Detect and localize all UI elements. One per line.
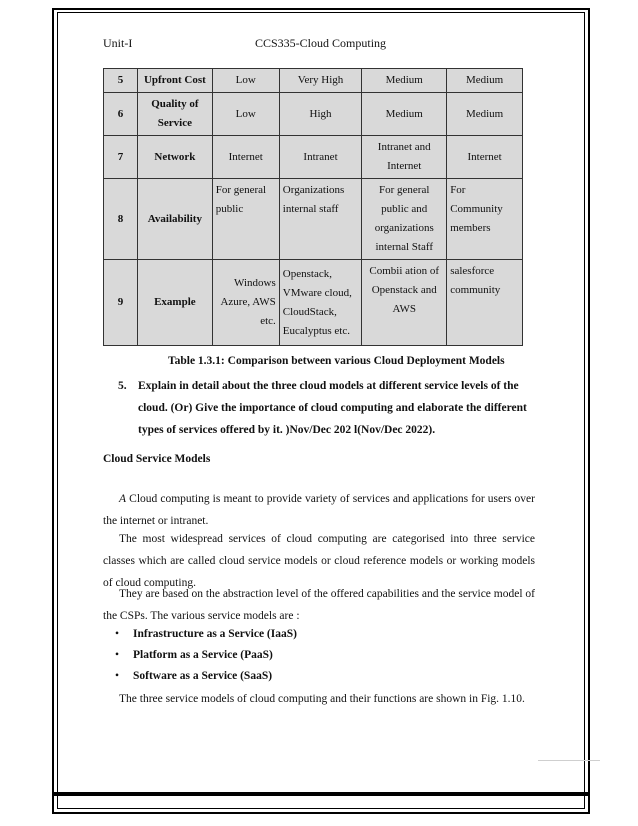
page-border-bottom bbox=[52, 792, 590, 796]
table-cell: High bbox=[279, 93, 361, 136]
paragraph-text: They are based on the abstraction level of the offered capabilities and the service model of the CSPs. The various service models are : bbox=[103, 588, 535, 622]
paragraph-intro bbox=[103, 488, 535, 532]
table-cell: Medium bbox=[447, 93, 523, 136]
table-cell: Medium bbox=[362, 93, 447, 136]
table-row bbox=[104, 93, 523, 136]
paragraph-abstraction bbox=[103, 583, 535, 627]
table-cell: Internet bbox=[447, 136, 523, 179]
table-cell: For general public and organizations internal Staff bbox=[362, 179, 447, 260]
table-cell: Low bbox=[212, 69, 279, 93]
row-label: Example bbox=[138, 260, 213, 346]
table-cell: Medium bbox=[447, 69, 523, 93]
header-unit: Unit-I bbox=[103, 36, 133, 50]
row-number: 8 bbox=[104, 179, 138, 260]
question-block bbox=[118, 375, 538, 441]
table-cell: Low bbox=[212, 93, 279, 136]
table-cell: For Community members bbox=[447, 179, 523, 260]
table-cell: Windows Azure, AWS etc. bbox=[212, 260, 279, 346]
table-caption: Table 1.3.1: Comparison between various Cloud Deployment Models bbox=[168, 355, 505, 367]
row-number: 6 bbox=[104, 93, 138, 136]
footer-rule bbox=[538, 760, 600, 761]
row-label: Network bbox=[138, 136, 213, 179]
paragraph-text: The most widespread services of cloud computing are categorised into three service classes which are called cloud service models or cloud reference models or working models of cloud computing. bbox=[103, 533, 535, 589]
list-item: • Software as a Service (SaaS) bbox=[103, 666, 297, 687]
row-number: 9 bbox=[104, 260, 138, 346]
table-row bbox=[104, 260, 523, 346]
question-number: 5. bbox=[118, 380, 127, 392]
paragraph-figure-ref bbox=[103, 688, 535, 710]
comparison-table bbox=[103, 68, 523, 346]
table-cell: Organizations internal staff bbox=[279, 179, 361, 260]
table-cell: Very High bbox=[279, 69, 361, 93]
service-model-list bbox=[103, 624, 297, 687]
table-row bbox=[104, 69, 523, 93]
paragraph-text: Cloud computing is meant to provide variety of services and applications for users over the internet or intranet. bbox=[103, 493, 535, 527]
table-cell: Intranet bbox=[279, 136, 361, 179]
row-number: 5 bbox=[104, 69, 138, 93]
row-label: Availability bbox=[138, 179, 213, 260]
row-label: Upfront Cost bbox=[138, 69, 213, 93]
table-cell: For general public bbox=[212, 179, 279, 260]
table-cell: Intranet and Internet bbox=[362, 136, 447, 179]
list-item: • Platform as a Service (PaaS) bbox=[103, 645, 297, 666]
row-label: Quality of Service bbox=[138, 93, 213, 136]
list-item: • Infrastructure as a Service (IaaS) bbox=[103, 624, 297, 645]
paragraph-text: The three service models of cloud computing and their functions are shown in Fig. 1.10. bbox=[119, 693, 525, 705]
header-course: CCS335-Cloud Computing bbox=[255, 36, 387, 50]
row-number: 7 bbox=[104, 136, 138, 179]
section-title: Cloud Service Models bbox=[103, 453, 211, 465]
question-text: Explain in detail about the three cloud models at different service levels of the cloud. (Or) Give the importance of cloud computing and elaborate the different types of services offered by it. )Nov/Dec 202 l(Nov/Dec 2022). bbox=[138, 380, 527, 436]
table-row bbox=[104, 179, 523, 260]
table-cell: Medium bbox=[362, 69, 447, 93]
table-cell: Internet bbox=[212, 136, 279, 179]
table-cell: salesforce community bbox=[447, 260, 523, 346]
table-cell: Combii ation of Openstack and AWS bbox=[362, 260, 447, 346]
dropcap-letter: A bbox=[119, 493, 127, 505]
table-cell: Openstack, VMware cloud, CloudStack, Eucalyptus etc. bbox=[279, 260, 361, 346]
table-row bbox=[104, 136, 523, 179]
